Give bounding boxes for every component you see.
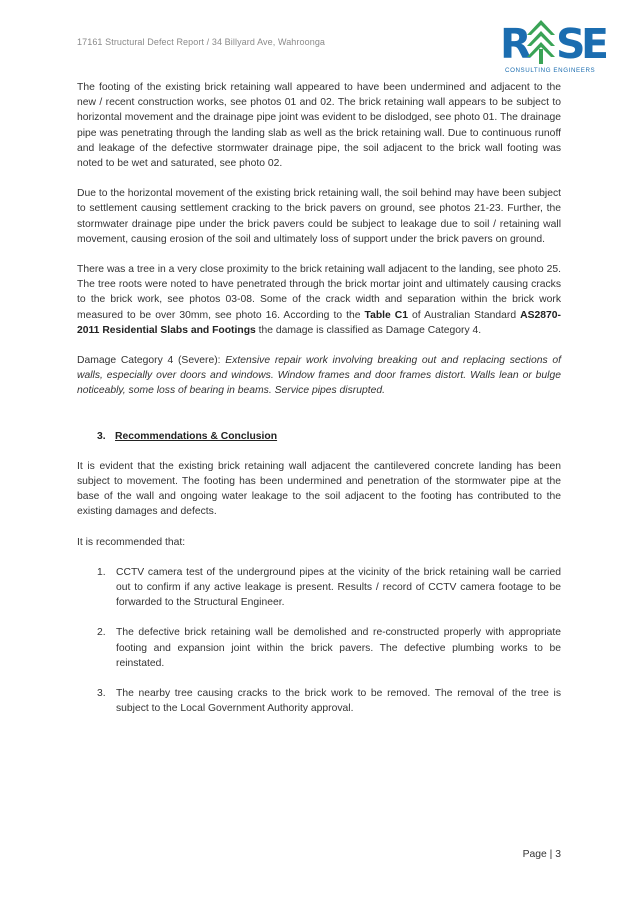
section-heading — [77, 429, 561, 444]
logo-wordmark — [500, 18, 610, 68]
paragraph-tree — [77, 262, 561, 338]
damage-label: Damage Category 4 (Severe): — [77, 355, 226, 367]
recommendation-intro: It is recommended that: — [77, 536, 186, 548]
list-number: 1. — [97, 566, 106, 578]
paragraph-damage-category — [77, 353, 561, 399]
list-text: The defective brick retaining wall be demolished and re-constructed properly with appropriate footing and expansion joint within the brick pavers. The defective plumbing works to be reinstated. — [116, 627, 561, 669]
company-logo — [500, 14, 610, 74]
paragraph-footing: The footing of the existing brick retaining wall appeared to have been undermined and adjacent to the new / recent construction works, see photos 01 and 02. The brick retaining wall appears to be subject to horizontal movement and the drainage pipe joint was evident to be dislodged, see photo 01. The drainage pipe was penetrating through the landing slab as well as the brick retaining wall. Due to continuous runoff and leakage of the defective stormwater drainage pipe, the soil adjacent to the brick wall footing was noted to be wet and saturated, see photo 02. — [77, 82, 561, 170]
section-number: 3. — [97, 430, 106, 442]
logo-letter-s: S — [556, 20, 586, 68]
list-item — [77, 686, 561, 716]
list-text: The nearby tree causing cracks to the brick work to be removed. The removal of the tree is subject to the Local Government Authority approval. — [116, 688, 561, 715]
list-number: 3. — [97, 688, 106, 700]
standard-reference: AS2870-2011 Residential Slabs and Footings — [77, 309, 561, 336]
logo-letter-e: E — [581, 20, 610, 68]
list-item — [77, 565, 561, 611]
page-number: Page | 3 — [522, 849, 561, 860]
list-item — [77, 625, 561, 671]
recommendation-list — [77, 565, 561, 717]
paragraph-conclusion: It is evident that the existing brick retaining wall adjacent the cantilevered concrete landing has been subject to movement. The footing has been undermined and penetration of the stormwater pipe at the base of the wall and ongoing water leakage to the soil adjacent to the footing has contributed to the existing damages and defects. — [77, 460, 561, 518]
report-header: 17161 Structural Defect Report / 34 Billyard Ave, Wahroonga — [77, 37, 326, 47]
table-reference: Table C1 — [364, 309, 409, 321]
logo-letter-r: R — [500, 20, 532, 68]
section-title: Recommendations & Conclusion — [115, 430, 278, 442]
tree-text-b: of Australian Standard — [408, 309, 521, 321]
report-body — [77, 80, 561, 732]
tree-icon — [526, 18, 556, 66]
paragraph-horizontal-movement: Due to the horizontal movement of the existing brick retaining wall, the soil behind may have been subject to settlement causing settlement cracking to the brick pavers on ground, see photos 21-23. Further, the stormwater drainage pipe under the brick pavers could be subject to leakage due to soil / retaining wall movement, causing erosion of the soil and ultimately loss of support under the brick pavers on ground. — [77, 188, 561, 245]
list-text: CCTV camera test of the underground pipes at the vicinity of the brick retaining wall be carried out to confirm if any active leakage is present. Results / record of CCTV camera footage to be forwarded to the Structural Engineer. — [116, 566, 561, 609]
tree-text-c: the damage is classified as Damage Category 4. — [255, 324, 482, 336]
list-number: 2. — [97, 627, 106, 639]
logo-subtitle: CONSULTING ENGINEERS — [505, 67, 596, 74]
tree-text-a: There was a tree in a very close proximity to the brick retaining wall adjacent to the landing, see photo 25. The tree roots were noted to have penetrated through the brick mortar joint and ultimately causing cracks to the brick work, see photos 03-08. Some of the crack width and separation within the brick work measured to be over 30mm, see photo 16. According to the — [77, 264, 561, 321]
damage-description: Extensive repair work involving breaking out and replacing sections of walls, especially over doors and windows. Window frames and door frames distort. Walls lean or bulge noticeably, some loss of bearing in beams. Service pipes disrupted. — [77, 355, 561, 397]
